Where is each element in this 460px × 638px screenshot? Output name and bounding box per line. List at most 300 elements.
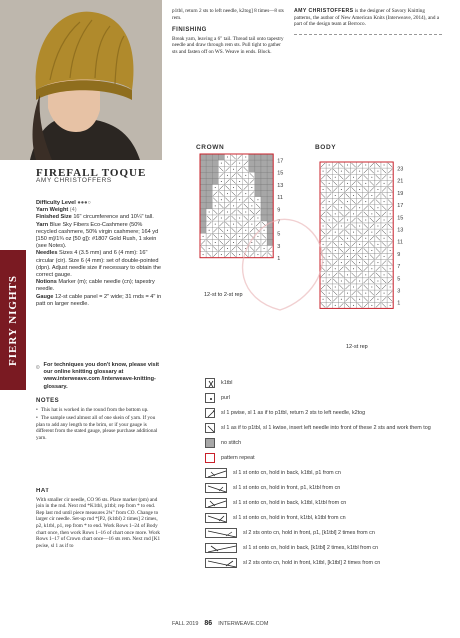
purl-dot: [390, 232, 391, 233]
purl-dot: [227, 211, 228, 212]
pattern-repeat-symbol-icon: [205, 453, 215, 463]
purl-dot: [384, 256, 385, 257]
key-row: [205, 513, 455, 523]
svg-text:?: ?: [37, 366, 39, 369]
chart-cell: [261, 191, 267, 197]
purl-dot: [323, 189, 324, 190]
purl-dot: [227, 193, 228, 194]
chart-cell: [261, 209, 267, 215]
chart-cell: [206, 203, 212, 209]
key-row: [205, 468, 455, 478]
purl-dot: [329, 274, 330, 275]
chart-cell: [267, 191, 273, 197]
purl-dot: [341, 189, 342, 190]
body-chart-row-label: 19: [397, 190, 404, 197]
key-row: [205, 558, 455, 568]
pattern-title: FIREFALL TOQUE: [36, 167, 147, 179]
purl-dot: [239, 236, 240, 237]
purl-dot: [221, 254, 222, 255]
purl-dot: [347, 238, 348, 239]
crown-chart-label: CROWN: [196, 144, 225, 151]
purl-dot: [377, 280, 378, 281]
purl-dot: [335, 287, 336, 288]
key-row: [205, 483, 455, 493]
chart-cell: [206, 185, 212, 191]
chart-cell: [200, 154, 206, 160]
spec-value: Marker (m); cable needle (cn); tapestry needle.: [36, 279, 155, 293]
key-text: k1tbl: [221, 379, 233, 386]
purl-dot: [371, 305, 372, 306]
purl-dot: [359, 171, 360, 172]
chart-cell: [267, 197, 273, 203]
spec-value: 16" circumference and 10¼" tall.: [73, 214, 154, 221]
purl-dot: [377, 189, 378, 190]
purl-dot: [371, 250, 372, 251]
purl-dot: [209, 230, 210, 231]
finishing-heading: FINISHING: [172, 27, 207, 34]
chart-cell: [206, 160, 212, 166]
chart-cell: [261, 185, 267, 191]
purl-dot: [390, 195, 391, 196]
purl-dot: [251, 224, 252, 225]
chart-cell: [255, 154, 261, 160]
purl-dot: [377, 171, 378, 172]
purl-dot: [335, 305, 336, 306]
purl-dot: [359, 207, 360, 208]
body-chart-row-label: 5: [397, 276, 401, 283]
purl-dot: [377, 299, 378, 300]
purl-dot: [233, 224, 234, 225]
purl-dot: [257, 236, 258, 237]
purl-dot: [347, 293, 348, 294]
chart-cell: [249, 160, 255, 166]
page-footer: [172, 620, 268, 627]
chart-cell: [261, 197, 267, 203]
purl-dot: [365, 201, 366, 202]
purl-dot: [257, 199, 258, 200]
purl-dot: [335, 232, 336, 233]
crown-chart-row-label: 5: [277, 231, 281, 238]
purl-dot: [365, 256, 366, 257]
hat-photo: [0, 0, 162, 160]
purl-dot: [335, 268, 336, 269]
purl-dot: [221, 236, 222, 237]
purl-dot: [239, 163, 240, 164]
hat-instructions: With smaller cir needle, CO 96 sts. Place marker (pm) and join in the rnd. Next rnd *K1tbl, p1tbl; rep from * to end. Rep last rnd until piece measures 2¾" from CO. Change to larger cir needle. Set-up rnd *[P2, (k1tbl) 2 times] 2 times, p2, k1tbl, p1, rep from * to end. Work Rows 1–24 of Body chart once, then work Rows 1–16 of chart once more. Work Rows 1–17 of Crown chart once—16 sts rem. Next rnd [K1 pwise, sl 1 as if to: [36, 496, 161, 549]
crown-chart-row-label: 7: [277, 219, 281, 226]
purl-dot: [227, 175, 228, 176]
purl-dot: [365, 293, 366, 294]
spec-value: Blue Sky Fibers Eco-Cashmere (50% recycled cashmere, 50% virgin cashmere; 164 yd [150 m]/1¾ oz [50 g]): #1807 Gold Rush, 1 skein (see Notes).: [36, 221, 159, 250]
purl-dot: [353, 268, 354, 269]
purl-dot: [341, 171, 342, 172]
purl-dot: [251, 205, 252, 206]
body-chart-row-label: 3: [397, 288, 401, 295]
purl-dot: [215, 205, 216, 206]
purl-dot: [245, 230, 246, 231]
crown-rep-label: 12-st to 2-st rep: [204, 292, 243, 298]
note-item: • The sample used almost all of one skein of yarn. If you plan to add any length to the brim, or if your gauge is different from the stated gauge, please purchase additional yarn.: [36, 415, 162, 441]
chart-cell: [267, 209, 273, 215]
chart-key: [205, 378, 455, 568]
section-tab-label: FIERY NIGHTS: [7, 274, 19, 366]
cable-1-1-front-icon: [205, 513, 227, 523]
chart-cell: [249, 166, 255, 172]
purl-dot: [353, 287, 354, 288]
spec-finished-size: [36, 214, 162, 221]
body-chart-row-label: 17: [397, 203, 404, 210]
chart-cell: [200, 209, 206, 215]
purl-dot: [359, 244, 360, 245]
purl-dot: [365, 238, 366, 239]
purl-dot: [257, 254, 258, 255]
body-chart-label: BODY: [315, 144, 337, 151]
chart-cell: [261, 215, 267, 221]
purl-dot: [365, 274, 366, 275]
purl-dot: [233, 205, 234, 206]
chart-cell: [261, 166, 267, 172]
purl-dot: [335, 195, 336, 196]
bio-text: is the designer of Savory Knitting patterns, the author of New American Knits (Interweave, 2014), and a part of the design team at Berroco.: [294, 8, 440, 28]
purl-dot: [329, 219, 330, 220]
purl-dot: [384, 201, 385, 202]
purl-dot: [371, 268, 372, 269]
purl-dot: [323, 226, 324, 227]
bio-name: AMY CHRISTOFFERS: [294, 8, 354, 14]
spec-value: ●●●○: [77, 200, 91, 206]
key-row: [205, 393, 455, 403]
purl-dot: [353, 232, 354, 233]
purl-dot: [347, 201, 348, 202]
chart-cell: [267, 185, 273, 191]
chart-cell: [255, 191, 261, 197]
purl-dot: [335, 213, 336, 214]
purl-dot: [365, 165, 366, 166]
purl-dot: [390, 177, 391, 178]
body-rep-label: 12-st rep: [346, 344, 368, 350]
spec-label: Difficulty Level: [36, 200, 76, 206]
purl-dot: [390, 305, 391, 306]
chart-cell: [267, 172, 273, 178]
designer-bio: [294, 8, 442, 35]
chart-cell: [255, 166, 261, 172]
technique-tip-text: For techniques you don't know, please visit our online knitting glossary at www.interweave.com /interweave-knitting-glossary.: [43, 362, 160, 390]
crown-chart-row-label: 9: [277, 207, 281, 214]
chart-cell: [200, 227, 206, 233]
purl-dot: [390, 250, 391, 251]
key-text: sl 1 st onto cn, hold in front, k1tbl, k1tbl from cn: [233, 514, 346, 521]
purl-dot: [384, 165, 385, 166]
chart-cell: [212, 178, 218, 184]
chart-cell: [255, 185, 261, 191]
notes-section: [36, 398, 162, 442]
purl-dot: [384, 183, 385, 184]
purl-dot: [347, 219, 348, 220]
chart-cell: [267, 215, 273, 221]
chart-cell: [200, 185, 206, 191]
cable-1-1-back-purl-icon: [205, 468, 227, 478]
key-text: sl 2 sts onto cn, hold in front, k1tbl, [k1tbl] 2 times from cn: [243, 559, 381, 566]
purl-dot: [341, 226, 342, 227]
technique-tip: [36, 362, 162, 391]
chart-cell: [255, 178, 261, 184]
chart-cell: [261, 178, 267, 184]
spec-label: Notions: [36, 279, 57, 286]
page-number: 86: [204, 620, 213, 627]
chart-cell: [267, 239, 273, 245]
no-stitch-symbol-icon: [205, 438, 215, 448]
purl-dot: [329, 238, 330, 239]
footer-issue: FALL 2019: [172, 620, 199, 627]
purl-dot: [353, 213, 354, 214]
spec-value: 12-st cable panel = 2" wide; 31 rnds = 4" in patt on larger needle.: [36, 293, 162, 307]
chart-cell: [206, 154, 212, 160]
cable-1-1-back-icon: [205, 498, 227, 508]
spec-label: Needles: [36, 250, 58, 257]
purl-dot: [377, 226, 378, 227]
key-text: no stitch: [221, 439, 242, 446]
chart-cell: [267, 160, 273, 166]
chart-cell: [212, 154, 218, 160]
crown-chart-grid: [200, 154, 273, 258]
decrease-right-symbol-icon: [205, 423, 215, 433]
crown-chart-row-label: 3: [277, 243, 281, 250]
purl-dot: [335, 177, 336, 178]
body-chart-row-label: 23: [397, 166, 404, 173]
chart-cell: [200, 203, 206, 209]
purl-dot: [329, 293, 330, 294]
chart-cell: [267, 166, 273, 172]
spec-yarn-weight: [36, 207, 162, 214]
note-item: • This hat is worked in the round from the bottom up.: [36, 407, 162, 414]
purl-dot: [353, 195, 354, 196]
key-text: sl 1 as if to p1tbl, sl 1 kwise, insert left needle into front of these 2 sts and work them tog: [221, 424, 431, 431]
help-icon: [36, 362, 40, 372]
section-tab: [0, 250, 26, 390]
crown-chart-row-label: 11: [277, 195, 283, 202]
purl-dot: [365, 219, 366, 220]
chart-cell: [200, 221, 206, 227]
purl-dot: [384, 274, 385, 275]
finishing-column: [172, 8, 284, 56]
body-chart-row-label: 1: [397, 300, 401, 307]
chart-cell: [218, 154, 224, 160]
chart-cell: [267, 233, 273, 239]
spec-value: Sizes 4 (3.5 mm) and 6 (4 mm): 16" circular (cir). Size 6 (4 mm): set of double-pointed (dpn). Adjust needle size if necessary to obtain the correct gauge.: [36, 250, 162, 279]
spec-needles: [36, 250, 162, 279]
purl-dot: [323, 244, 324, 245]
purl-dot: [384, 293, 385, 294]
purl-dot: [353, 177, 354, 178]
purl-dot: [347, 183, 348, 184]
crown-chart-row-label: 17: [277, 158, 284, 165]
pattern-author: AMY CHRISTOFFERS: [36, 177, 112, 185]
chart-cell: [200, 197, 206, 203]
chart-cell: [212, 166, 218, 172]
chart-cell: [212, 172, 218, 178]
purl-dot: [323, 299, 324, 300]
cable-1-1-front-purl-icon: [205, 483, 227, 493]
chart-cell: [255, 172, 261, 178]
spec-label: Finished Size: [36, 214, 72, 221]
purl-dot: [239, 254, 240, 255]
purl-dot: [353, 305, 354, 306]
key-text: sl 1 pwise, sl 1 as if to p1tbl, return 2 sts to left needle, k2tog: [221, 409, 366, 416]
knitting-charts: [160, 150, 460, 360]
continued-text: p1tbl, return 2 sts to left needle, k2tog] 8 times—8 sts rem.: [172, 8, 284, 21]
purl-dot: [221, 163, 222, 164]
crown-chart-row-label: 15: [277, 170, 284, 177]
chart-cell: [200, 172, 206, 178]
pattern-header: [36, 167, 162, 185]
key-text: sl 2 sts onto cn, hold in front, p1, [k1tbl] 2 times from cn: [243, 529, 375, 536]
spec-notions: [36, 279, 162, 293]
purl-dot: [264, 230, 265, 231]
purl-dot: [323, 171, 324, 172]
purl-dot: [365, 183, 366, 184]
spec-value: (4): [69, 207, 77, 214]
key-text: purl: [221, 394, 230, 401]
hat-section: [36, 488, 162, 628]
chart-cell: [200, 166, 206, 172]
purl-dot: [329, 201, 330, 202]
chart-cell: [255, 160, 261, 166]
chart-cell: [261, 203, 267, 209]
hat-heading: HAT: [36, 488, 50, 494]
purl-dot: [221, 218, 222, 219]
purl-dot: [377, 207, 378, 208]
purl-dot: [203, 254, 204, 255]
cable-2-1-back-icon: [205, 543, 237, 553]
purl-dot: [371, 177, 372, 178]
purl-dot: [390, 268, 391, 269]
purl-dot: [341, 299, 342, 300]
purl-dot: [347, 165, 348, 166]
footer-site: INTERWEAVE.COM: [218, 620, 269, 627]
key-text: sl 1 st onto cn, hold in back, [k1tbl] 2 times, k1tbl from cn: [243, 544, 379, 551]
body-chart-row-label: 11: [397, 239, 403, 246]
purl-dot: [245, 211, 246, 212]
purl-dot: [239, 181, 240, 182]
purl-dot: [239, 218, 240, 219]
chart-cell: [267, 178, 273, 184]
purl-dot: [227, 157, 228, 158]
chart-cell: [206, 191, 212, 197]
spec-yarn: [36, 222, 162, 251]
body-chart-row-label: 15: [397, 215, 404, 222]
key-row: [205, 408, 455, 418]
key-row: [205, 453, 455, 463]
spec-label: Gauge: [36, 293, 54, 300]
purl-dot: [347, 274, 348, 275]
purl-dot: [239, 199, 240, 200]
purl-dot: [341, 244, 342, 245]
spec-label: Yarn Weight: [36, 207, 69, 214]
purl-dot: [329, 256, 330, 257]
purl-dot: [233, 187, 234, 188]
body-chart-row-label: 13: [397, 227, 404, 234]
purl-dot: [341, 262, 342, 263]
purl-dot: [353, 250, 354, 251]
purl-dot: [371, 195, 372, 196]
purl-symbol-icon: [205, 393, 215, 403]
purl-dot: [371, 213, 372, 214]
purl-dot: [329, 165, 330, 166]
purl-dot: [371, 287, 372, 288]
purl-dot: [341, 280, 342, 281]
purl-dot: [371, 232, 372, 233]
chart-cell: [267, 203, 273, 209]
purl-dot: [221, 181, 222, 182]
finishing-text: Break yarn, leaving a 6" tail. Thread tail onto tapestry needle and draw through rem sts. Pull tight to gather sts and fasten off on WS. Weave in ends. Block.: [172, 35, 284, 55]
purl-dot: [384, 238, 385, 239]
purl-dot: [209, 211, 210, 212]
body-chart-grid: [320, 162, 393, 308]
chart-cell: [267, 227, 273, 233]
purl-dot: [323, 207, 324, 208]
chart-cell: [206, 172, 212, 178]
purl-dot: [359, 280, 360, 281]
chart-cell: [206, 178, 212, 184]
purl-dot: [209, 248, 210, 249]
purl-dot: [377, 262, 378, 263]
key-text: pattern repeat: [221, 454, 255, 461]
purl-dot: [377, 244, 378, 245]
notes-heading: NOTES: [36, 398, 60, 404]
spec-difficulty: [36, 200, 162, 207]
purl-dot: [359, 262, 360, 263]
chart-cell: [206, 166, 212, 172]
body-chart-row-label: 7: [397, 264, 401, 271]
chart-cell: [261, 172, 267, 178]
chart-cell: [212, 160, 218, 166]
purl-dot: [359, 189, 360, 190]
key-text: sl 1 st onto cn, hold in back, k1tbl, k1tbl from cn: [233, 499, 347, 506]
purl-dot: [359, 299, 360, 300]
body-chart-row-label: 9: [397, 251, 401, 258]
purl-dot: [390, 287, 391, 288]
purl-dot: [227, 248, 228, 249]
k1tbl-symbol-icon: [205, 378, 215, 388]
crown-chart-row-label: 1: [277, 256, 281, 263]
key-row: [205, 378, 455, 388]
purl-dot: [329, 183, 330, 184]
purl-dot: [245, 193, 246, 194]
crown-chart-row-label: 13: [277, 182, 284, 189]
purl-dot: [215, 187, 216, 188]
purl-dot: [390, 213, 391, 214]
purl-dot: [347, 256, 348, 257]
purl-dot: [245, 175, 246, 176]
key-row: [205, 423, 455, 433]
key-text: sl 1 st onto cn, hold in front, p1, k1tbl from cn: [233, 484, 341, 491]
purl-dot: [203, 236, 204, 237]
purl-dot: [233, 242, 234, 243]
chart-cell: [249, 154, 255, 160]
purl-dot: [233, 169, 234, 170]
purl-dot: [215, 224, 216, 225]
chart-cell: [206, 197, 212, 203]
purl-dot: [251, 242, 252, 243]
chart-cell: [200, 160, 206, 166]
purl-dot: [257, 218, 258, 219]
chart-cell: [261, 160, 267, 166]
key-row: [205, 438, 455, 448]
key-row: [205, 528, 455, 538]
body-chart-row-label: 21: [397, 178, 404, 185]
decrease-left-symbol-icon: [205, 408, 215, 418]
key-row: [205, 543, 455, 553]
